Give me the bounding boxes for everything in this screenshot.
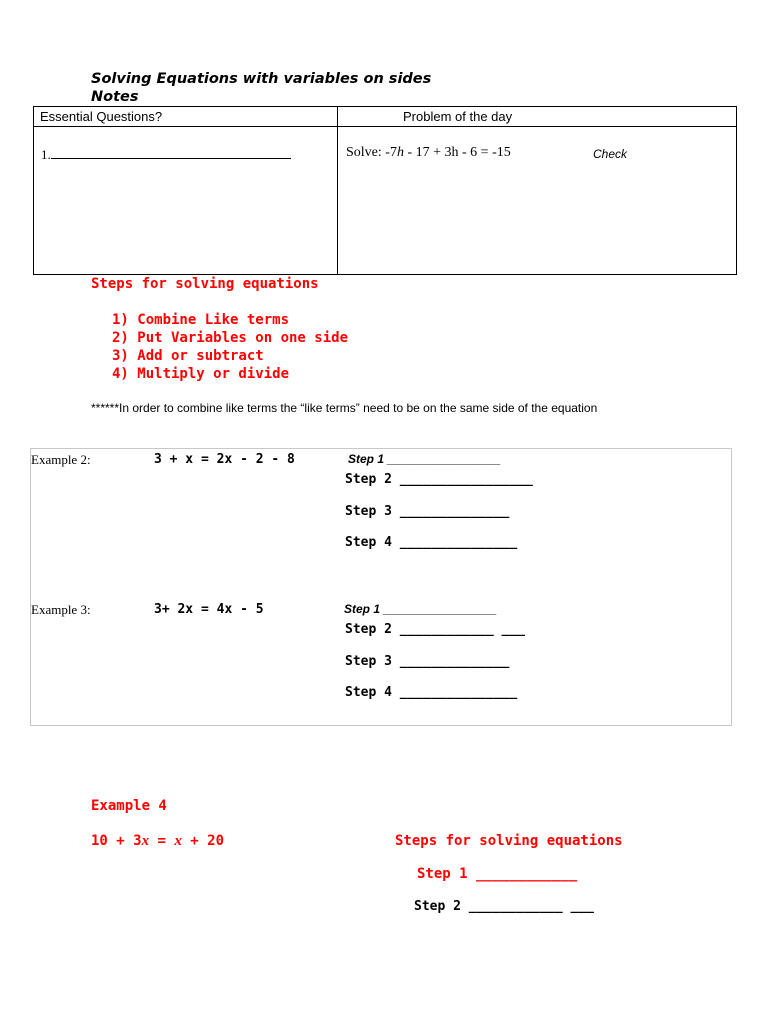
example-2-step-2: Step 2 _________________ [345,472,533,487]
example-2-step-3: Step 3 ______________ [345,504,510,519]
list-item: 1) Combine Like terms [112,312,290,328]
list-item: 4) Multiply or divide [112,366,290,382]
question-row [41,147,291,163]
page-subtitle: Notes [91,89,139,105]
example-4-steps-heading: Steps for solving equations [395,833,623,849]
problem-variable: h [396,145,404,160]
problem-of-day [346,145,511,161]
essential-questions-header: Essential Questions? [40,109,163,124]
page-title: Solving Equations with variables on sides [91,71,432,87]
example-3-step-1: Step 1 _________________ [344,602,497,616]
equation-part: 10 + 3 [91,833,142,849]
equation-variable: x [174,833,182,849]
example-2-equation: 3 + x = 2x - 2 - 8 [154,452,295,467]
problem-rest: - 17 + 3h - 6 = -15 [403,145,511,160]
example-3-equation: 3+ 2x = 4x - 5 [154,602,264,617]
example-4-step-2: Step 2 ____________ ___ [414,899,595,914]
example-4-step-1: Step 1 ____________ [417,866,578,882]
equation-variable: x [141,833,150,849]
example-2-label: Example 2: [31,452,91,467]
example-4-equation [91,833,224,850]
example-3-label: Example 3: [31,602,91,617]
example-3-step-2: Step 2 ____________ ___ [345,622,526,637]
question-answer-line [51,157,291,159]
like-terms-note: ******In order to combine like terms the “like terms” need to be on the same side of the equation [91,401,598,415]
example-2-step-1: Step 1 _________________ [348,452,501,466]
problem-prefix: Solve: -7 [346,145,397,160]
table-header-divider [33,126,737,127]
example-4-label: Example 4 [91,798,167,814]
notes-table [33,106,737,275]
list-item: 3) Add or subtract [112,348,264,364]
problem-of-day-header: Problem of the day [403,109,513,124]
example-2-step-4: Step 4 _______________ [345,535,518,550]
example-3-step-4: Step 4 _______________ [345,685,518,700]
check-label: Check [593,147,628,161]
steps-list [112,311,348,383]
equation-part: = [149,833,175,849]
list-item: 2) Put Variables on one side [112,330,349,346]
example-3-step-3: Step 3 ______________ [345,654,510,669]
equation-part: + 20 [181,833,225,849]
table-column-divider [337,106,338,275]
question-number: 1. [41,147,51,162]
steps-heading: Steps for solving equations [91,276,319,292]
